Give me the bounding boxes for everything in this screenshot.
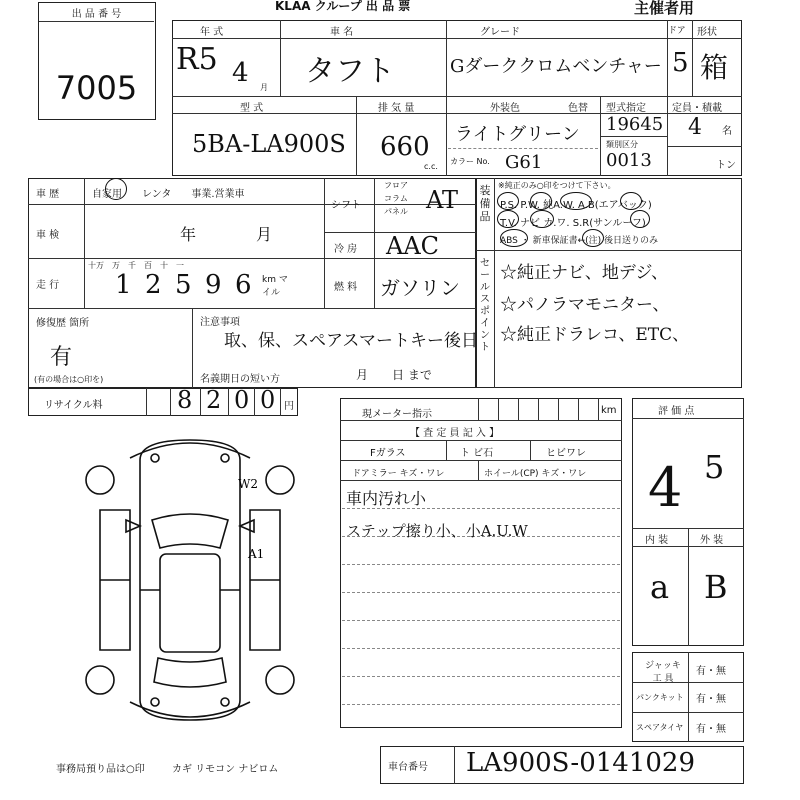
mileage-label: 走 行 xyxy=(36,280,60,291)
fuel-label: 燃 料 xyxy=(334,282,358,293)
exterior-grade: B xyxy=(704,568,728,606)
cc-label: c.c. xyxy=(424,162,438,171)
exterior-color-value: ライトグリーン xyxy=(455,124,580,145)
f-glass-label: Fガラス xyxy=(370,448,406,459)
mileage-digit-2: 2 xyxy=(145,270,162,300)
type-label: 型 式 xyxy=(240,103,264,114)
ton-label: トン xyxy=(716,160,736,171)
interior-label: 内 装 xyxy=(645,535,669,546)
glass-crack-label: ヒビワレ xyxy=(546,448,586,459)
lot-number-label: 出 品 番 号 xyxy=(71,9,122,20)
sales-point-2: ☆パノラマモニター、 xyxy=(500,295,670,315)
rear-left-wheel xyxy=(86,666,114,694)
shape-value: 箱 xyxy=(700,51,729,84)
mileage-digit-3: 5 xyxy=(175,270,192,300)
yen-label: 円 xyxy=(284,401,294,412)
office-items-list: カギ リモコン ナビロム xyxy=(172,764,279,775)
shift-label: シフト xyxy=(331,200,361,211)
history-label: 車 歴 xyxy=(36,189,60,200)
notes-label: 注意事項 xyxy=(200,317,240,328)
mileage-digit-4: 9 xyxy=(205,270,222,300)
model-code-value: 5BA-LA900S xyxy=(192,130,346,158)
mileage-digit-5: 6 xyxy=(235,270,252,300)
category-label: 類別区分 xyxy=(606,140,638,149)
floor-label: フロア xyxy=(384,181,408,190)
inspection-month: 月 xyxy=(256,225,273,244)
ps-circle xyxy=(497,192,519,210)
damage-mark-w2: W2 xyxy=(238,477,258,491)
roof xyxy=(160,554,220,652)
equipment-line-1: ※純正のみ○印をつけて下さい。 xyxy=(498,181,616,190)
sales-point-label: セールスポイント xyxy=(480,258,490,353)
equipment-line-3: T.V. ナビ カ.ワ. S.R(サンルーフ) xyxy=(500,218,646,229)
expiry-label: 名義期日の短い方 xyxy=(200,374,280,385)
front-right-wheel xyxy=(266,466,294,494)
month-label: 月 xyxy=(260,83,268,92)
score-sub: 5 xyxy=(704,448,725,486)
capacity-value: 4 xyxy=(688,115,702,140)
interior-grade: a xyxy=(650,568,670,606)
year-value: R5 xyxy=(176,42,218,77)
door-label: ドア xyxy=(668,26,686,36)
mileage-digit-1: 1 xyxy=(115,270,132,300)
car-name-label: 車 名 xyxy=(330,27,354,38)
recycle-label: リサイクル料 xyxy=(44,400,103,411)
capacity-label: 定員・積載 xyxy=(672,103,722,114)
front-bumper xyxy=(130,443,250,458)
color-change-label: 色替 xyxy=(568,103,588,114)
exterior-color-label: 外装色 xyxy=(490,103,520,114)
color-code-value: G61 xyxy=(505,152,543,173)
rear-window xyxy=(154,658,226,687)
left-mirror xyxy=(126,520,140,532)
km-mile-label: km マイル xyxy=(262,275,288,298)
meter-km-label: km xyxy=(601,405,617,416)
inspector-line-1: 車内汚れ小 xyxy=(346,489,427,508)
car-name-value: タフト xyxy=(305,54,395,89)
equipment-line-2: P.S. P.W. 純A.W. A.B(エアバック) xyxy=(500,200,652,211)
grade-label: グレード xyxy=(480,27,520,38)
fuel-value: ガソリン xyxy=(380,276,460,300)
displacement-value: 660 xyxy=(380,132,430,162)
abs-circle xyxy=(500,229,528,247)
inspection-year: 年 xyxy=(180,225,197,244)
right-mirror xyxy=(240,520,254,532)
rear-bumper xyxy=(130,702,250,717)
rear-right-wheel xyxy=(266,666,294,694)
repair-value: 有 xyxy=(50,345,73,370)
recycle-digit-4: 0 xyxy=(260,386,276,414)
spare-tire-yes-no: 有・無 xyxy=(696,724,726,735)
lot-number: 7005 xyxy=(55,69,138,107)
warranty-circle xyxy=(582,229,604,247)
equipment-label: 装 備 品 xyxy=(479,184,491,223)
tv-circle xyxy=(497,210,519,228)
jack-yes-no: 有・無 xyxy=(696,666,726,677)
front-left-wheel xyxy=(86,466,114,494)
notes-value: 取、保、スペアスマートキー後日 xyxy=(224,331,478,351)
shape-label: 形状 xyxy=(697,27,717,38)
mirror-label: ドアミラー キズ・ワレ xyxy=(352,469,445,479)
evaluation-label: 評 価 点 xyxy=(658,406,695,417)
displacement-label: 排 気 量 xyxy=(378,103,415,114)
type-designation-value: 19645 xyxy=(606,114,664,135)
chassis-number-label: 車台番号 xyxy=(388,762,428,773)
person-label: 名 xyxy=(722,126,732,137)
repair-note: (有の場合は○印を) xyxy=(34,375,104,384)
sales-point-3: ☆純正ドラレコ、ETC、 xyxy=(500,325,690,345)
private-use-circle xyxy=(105,178,127,200)
grade-value: Gダーククロムベンチャー xyxy=(450,56,662,77)
wheel-label: ホイール(CP) キズ・ワレ xyxy=(484,469,587,479)
panel-label: パネル xyxy=(384,207,408,216)
ac-value: AAC xyxy=(386,232,440,260)
stone-chip-label: ト ビ石 xyxy=(460,448,494,459)
office-items-label: 事務局預り品は○印 xyxy=(56,764,145,775)
chassis-number-value: LA900S-0141029 xyxy=(466,748,696,778)
puncture-kit-yes-no: 有・無 xyxy=(696,694,726,705)
navi-circle xyxy=(530,210,554,228)
type-designation-label: 型式指定 xyxy=(606,103,646,114)
spare-tire-label: スペアタイヤ xyxy=(636,723,684,732)
sheet-title: KLAA クループ 出 品 票 xyxy=(275,0,411,13)
year-model-label: 年 式 xyxy=(200,27,224,38)
car-damage-diagram xyxy=(60,430,320,730)
ac-label: 冷 房 xyxy=(334,244,358,255)
category-value: 0013 xyxy=(606,150,652,171)
shift-value: AT xyxy=(426,186,459,214)
color-no-label: カラー No. xyxy=(450,157,490,166)
inspector-line-2: ステップ擦り小、小A.U.W xyxy=(346,522,528,540)
recycle-digit-1: 8 xyxy=(177,386,193,414)
inspector-entry-label: 【 査 定 員 記 入 】 xyxy=(410,428,500,439)
damage-mark-a1: A1 xyxy=(248,547,265,561)
repair-label: 修復歴 箇所 xyxy=(36,318,90,329)
recycle-digit-3: 0 xyxy=(234,386,250,414)
column-label: コラム xyxy=(384,194,408,203)
mileage-units: 十万 万 千 百 十 一 xyxy=(88,261,184,270)
exterior-label: 外 装 xyxy=(700,535,724,546)
recycle-digit-2: 2 xyxy=(206,386,222,414)
windshield xyxy=(152,514,228,548)
puncture-kit-label: パンクキット xyxy=(636,693,684,702)
month-value: 4 xyxy=(232,58,249,88)
sr-circle xyxy=(630,210,650,228)
inspection-label: 車 検 xyxy=(36,230,60,241)
host-use-label: 主催者用 xyxy=(634,0,695,17)
equipment-line-4: ABS ・ 新車保証書←(注) 後日送りのみ xyxy=(500,236,659,246)
current-meter-label: 現メーター指示 xyxy=(362,409,432,420)
doors-value: 5 xyxy=(672,48,689,78)
lot-number-box xyxy=(38,2,156,120)
score-main: 4 xyxy=(648,456,683,519)
history-options: 自家用 レンタ 事業.営業車 xyxy=(92,189,245,200)
aw-circle xyxy=(560,192,592,210)
jack-label: ジャッキ 工 具 xyxy=(645,661,681,684)
expiry-until: 月 日 まで xyxy=(356,368,432,382)
pw-circle xyxy=(530,192,552,210)
ab-circle xyxy=(620,192,642,210)
sales-point-1: ☆純正ナビ、地デジ、 xyxy=(500,263,669,283)
